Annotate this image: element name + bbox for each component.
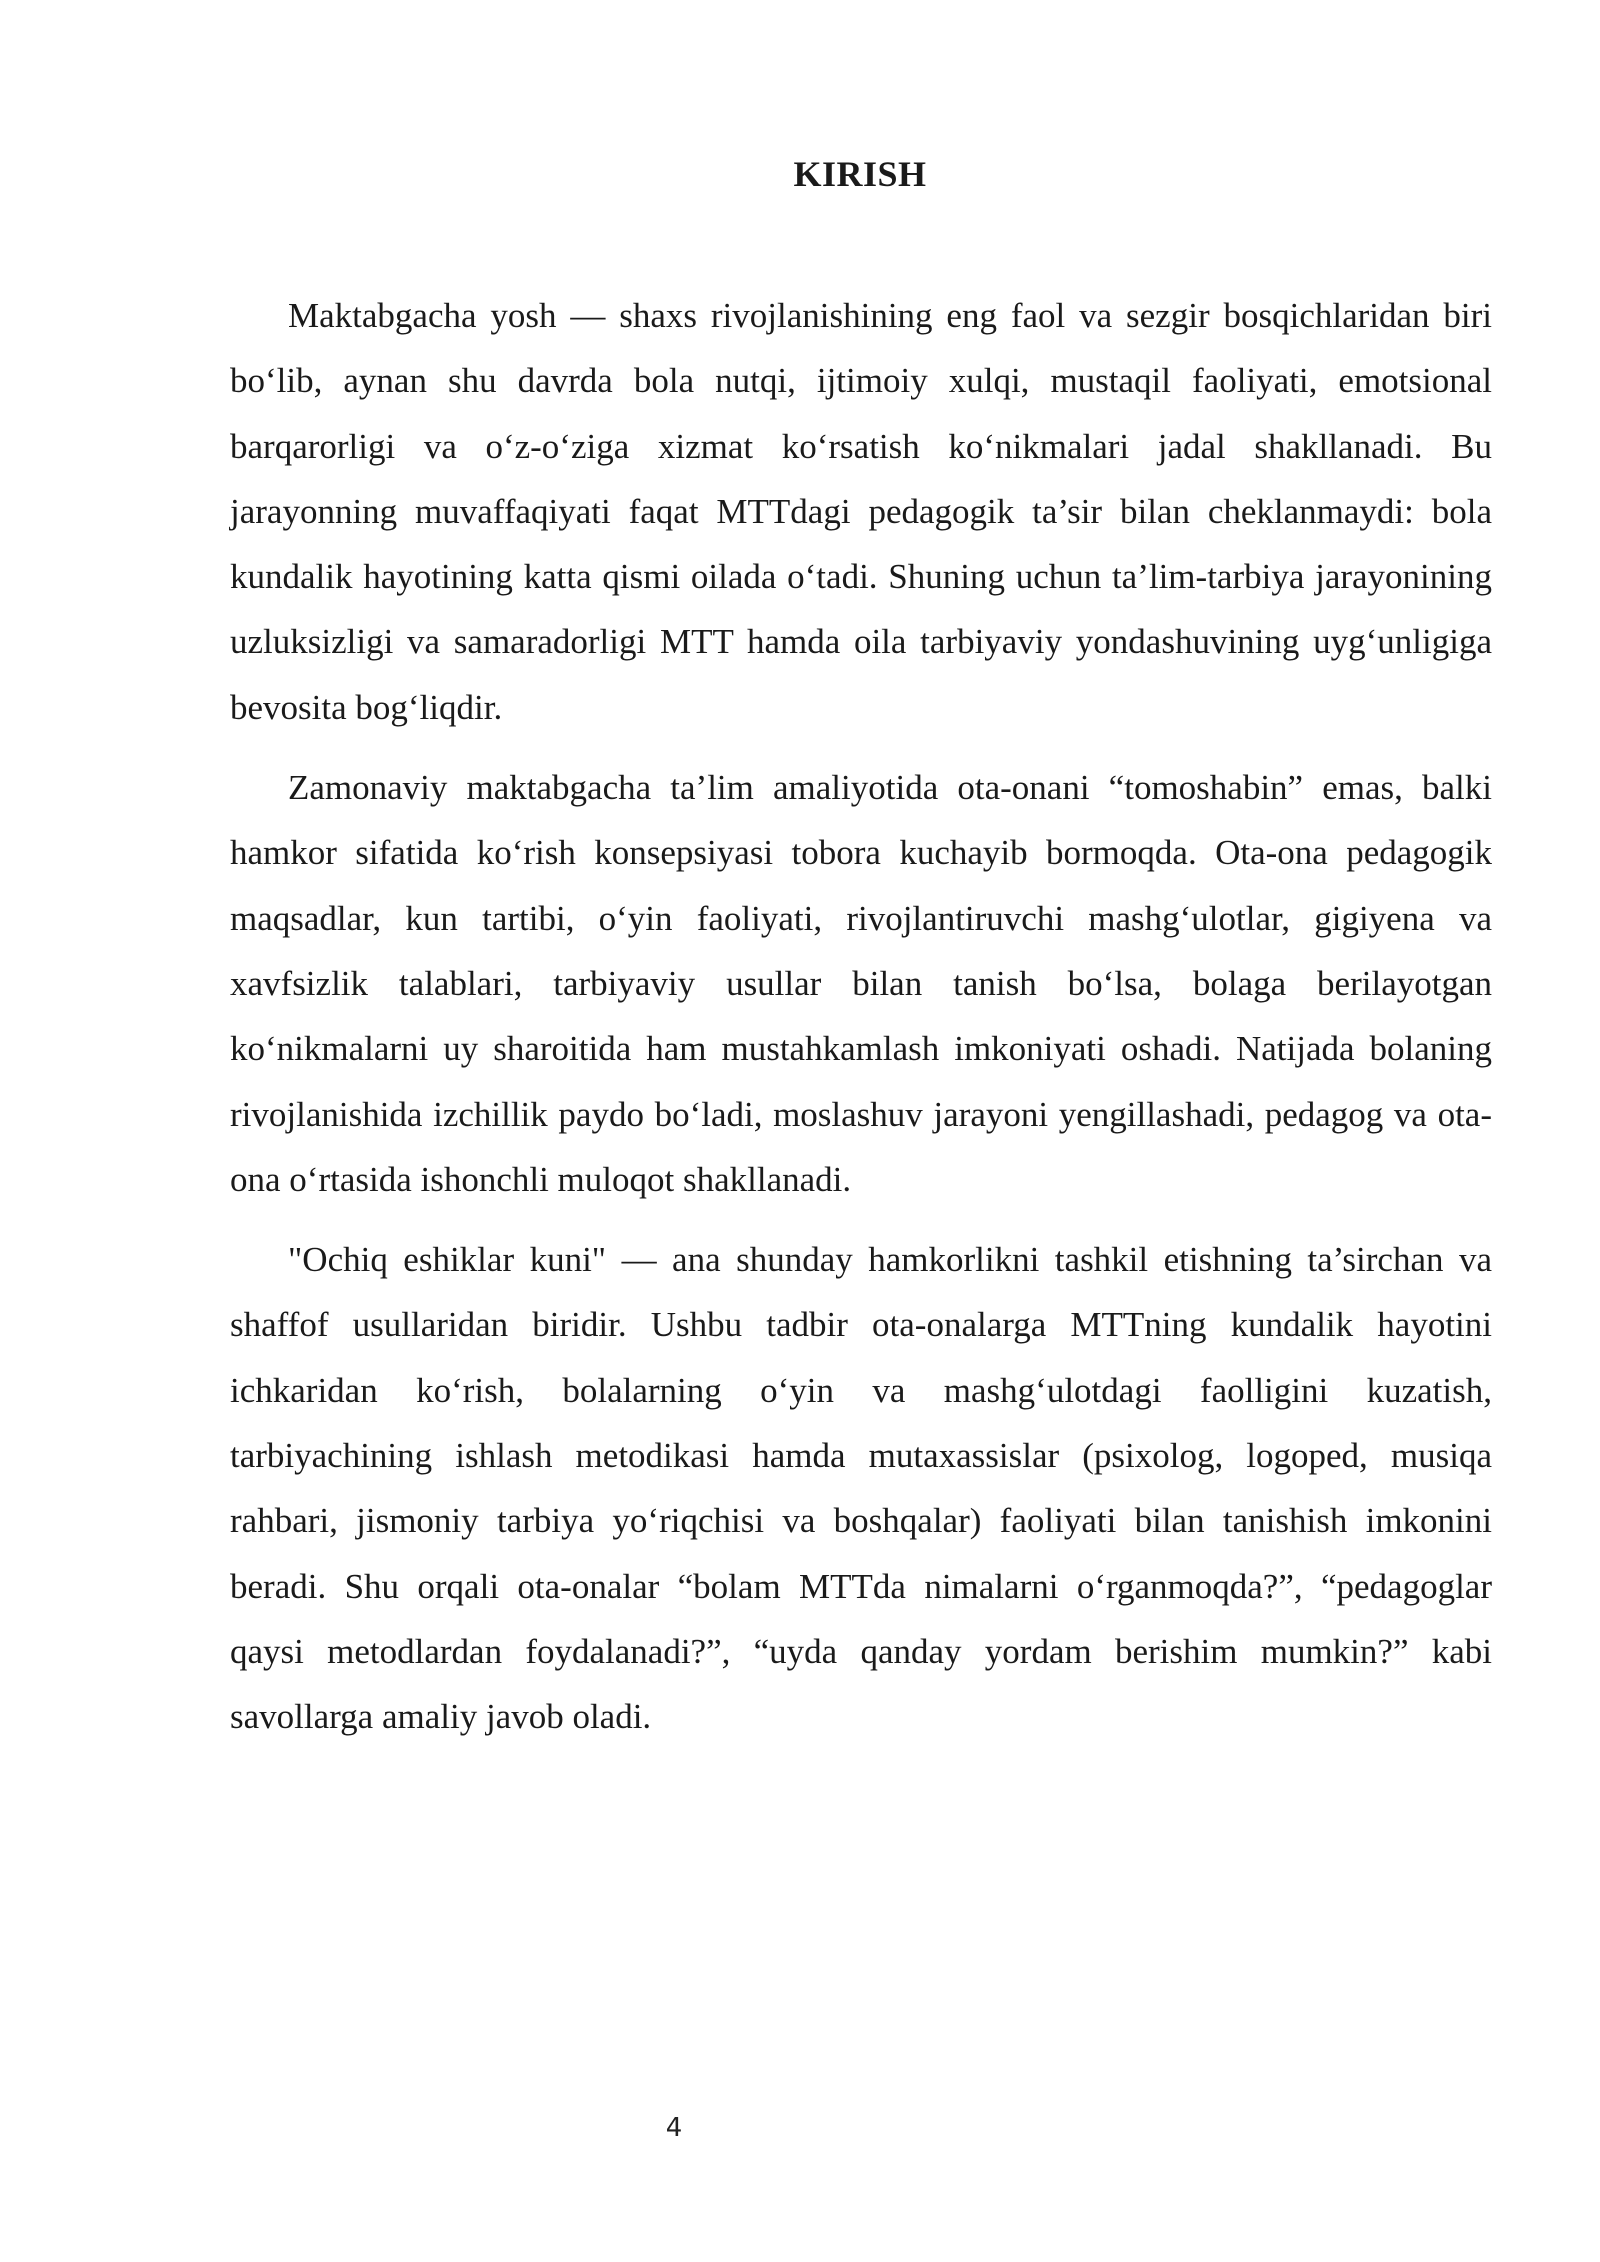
paragraph-1: Maktabgacha yosh — shaxs rivojlanishining eng faol va sezgir bosqichlaridan biri bo‘lib, aynan shu davrda bola nutqi, ijtimoiy xulqi, mustaqil faoliyati, emotsional barqarorligi va o‘z-o‘ziga xizmat ko‘rsatish ko‘nikmalari jadal shakllanadi. Bu jarayonning muvaffaqiyati faqat MTTdagi pedagogik ta’sir bilan cheklanmaydi: bola kundalik hayotining katta qismi oilada o‘tadi. Shuning uchun ta’lim-tarbiya jarayonining uzluksizligi va samaradorligi MTT hamda oila tarbiyaviy yondashuvining uyg‘unligiga bevosita bog‘liqdir.	[230, 296, 1492, 727]
page-title: KIRISH	[793, 154, 927, 194]
paragraph-2: Zamonaviy maktabgacha ta’lim amaliyotida ota-onani “tomoshabin” emas, balki hamkor sifatida ko‘rish konsepsiyasi tobora kuchayib bormoqda. Ota-ona pedagogik maqsadlar, kun tartibi, o‘yin faoliyati, rivojlantiruvchi mashg‘ulotlar, gigiyena va xavfsizlik talablari, tarbiyaviy usullar bilan tanish bo‘lsa, bolaga berilayotgan ko‘nikmalarni uy sharoitida ham mustahkamlash imkoniyati oshadi. Natijada bolaning rivojlanishida izchillik paydo bo‘ladi, moslashuv jarayoni yengillashadi, pedagog va ota-ona o‘rtasida ishonchli muloqot shakllanadi.	[230, 768, 1492, 1199]
page-number: 4	[665, 2113, 683, 2143]
paragraph-3: "Ochiq eshiklar kuni" — ana shunday hamkorlikni tashkil etishning ta’sirchan va shaffof usullaridan biridir. Ushbu tadbir ota-onalarga MTTning kundalik hayotini ichkaridan ko‘rish, bolalarning o‘yin va mashg‘ulotdagi faolligini kuzatish, tarbiyachining ishlash metodikasi hamda mutaxassislar (psixolog, logoped, musiqa rahbari, jismoniy tarbiya yo‘riqchisi va boshqalar) faoliyati bilan tanishish imkonini beradi. Shu orqali ota-onalar “bolam MTTda nimalarni o‘rganmoqda?”, “pedagoglar qaysi metodlardan foydalanadi?”, “uyda qanday yordam berishim mumkin?” kabi savollarga amaliy javob oladi.	[230, 1240, 1492, 1737]
body-text	[230, 283, 1492, 1765]
